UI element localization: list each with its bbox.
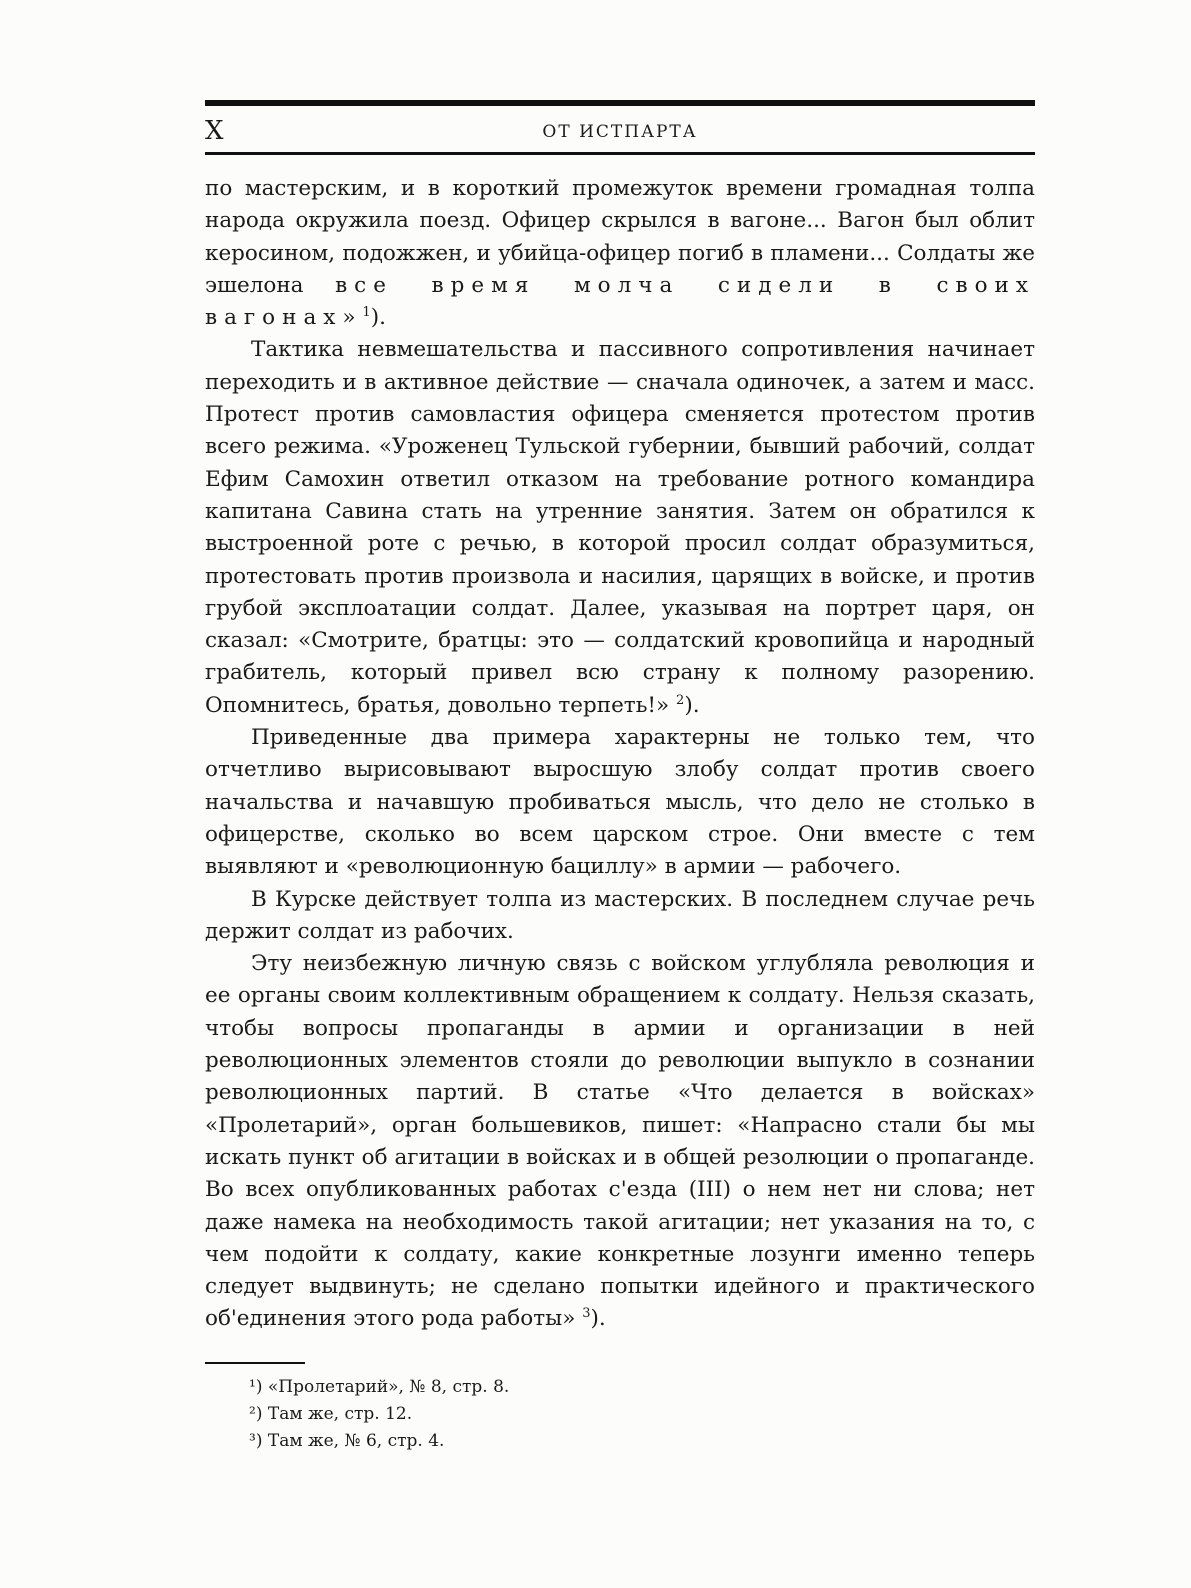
header-top-rule — [205, 100, 1035, 106]
header-bottom-rule — [205, 152, 1035, 155]
paragraph-1 — [205, 173, 1035, 334]
paragraph-5 — [205, 948, 1035, 1336]
book-page — [205, 100, 1035, 1455]
body-text — [205, 173, 1035, 1336]
paragraph-2-text: Тактика невмешательства и пассивного сопротивления начинает переходить и в активное действие — сначала одиночек, а затем и масс. Протест против самовластия офицера сменяется протестом против всего режима. «Уроженец Тульской губернии, бывший рабочий, солдат Ефим Самохин ответил отказом на требование ротного командира капитана Савина стать на утренние занятия. Затем он обратился к выстроенной роте с речью, в которой просил солдат образумиться, протестовать против произвола и насилия, царящих в войске, и против грубой эксплоатации солдат. Далее, указывая на портрет царя, он сказал: «Смотрите, братцы: это — солдатский кровопийца и народный грабитель, который привел всю страну к полному разорению. Опомнитесь, братья, довольно терпеть!» — [205, 337, 1035, 718]
footnote-ref-1: 1 — [362, 305, 371, 321]
paragraph-1-quote-close: » — [342, 305, 356, 331]
footnote-marker: ³) — [249, 1430, 263, 1451]
footnotes — [205, 1374, 1035, 1455]
footnote-text: Там же, стр. 12. — [267, 1403, 413, 1424]
paragraph-1-spaced-text: все время молча сидели в своих вагонах — [205, 272, 1035, 331]
footnote-text: «Пролетарий», № 8, стр. 8. — [267, 1376, 510, 1397]
footnote-3 — [249, 1428, 1035, 1455]
footnote-marker: ¹) — [249, 1376, 263, 1397]
running-title: ОТ ИСТПАРТА — [542, 122, 698, 142]
footnote-ref-2: 2 — [676, 692, 685, 708]
footnote-ref-3: 3 — [582, 1306, 591, 1322]
footnote-text: Там же, № 6, стр. 4. — [267, 1430, 445, 1451]
footnote-rule — [205, 1362, 305, 1364]
paragraph-5-tail: ). — [590, 1306, 606, 1332]
paragraph-2 — [205, 334, 1035, 722]
footnote-1 — [249, 1374, 1035, 1401]
paragraph-2-tail: ). — [684, 692, 700, 718]
paragraph-5-text: Эту неизбежную личную связь с войском углубляла революция и ее органы своим коллективным обращением к солдату. Нельзя сказать, чтобы вопросы пропаганды в армии и организации в ней революционных элементов стояли до революции выпукло в сознании революционных партий. В статье «Что делается в войсках» «Пролетарий», орган большевиков, пишет: «Напрасно стали бы мы искать пункт об агитации в войсках и в общей резолюции о пропаганде. Во всех опубликованных работах с'езда (III) о нем нет ни слова; нет даже намека на необходимость такой агитации; нет указания на то, с чем подойти к солдату, какие конкретные лозунги именно теперь следует выдвинуть; не сделано попытки идейного и практического об'единения этого рода работы» — [205, 951, 1035, 1332]
paragraph-1-tail: ). — [370, 305, 386, 331]
paragraph-3: Приведенные два примера характерны не только тем, что отчетливо вырисовывают выросшую злобу солдат против своего начальства и начавшую пробиваться мысль, что дело не столько в офицерстве, сколько во всем царском строе. Они вместе с тем выявляют и «революционную бациллу» в армии — рабочего. — [205, 725, 1035, 880]
page-number: X — [205, 116, 225, 146]
paragraph-4: В Курске действует толпа из мастерских. В последнем случае речь держит солдат из рабочих. — [205, 886, 1035, 944]
footnote-2 — [249, 1401, 1035, 1428]
paragraph-1-text: по мастерским, и в короткий промежуток времени громадная толпа народа окружила поезд. Офицер скрылся в вагоне... Вагон был облит керосином, подожжен, и убийца-офицер погиб в пламени... Солдаты же эшелона — [205, 176, 1035, 298]
page-header — [205, 116, 1035, 150]
footnote-marker: ²) — [249, 1403, 263, 1424]
